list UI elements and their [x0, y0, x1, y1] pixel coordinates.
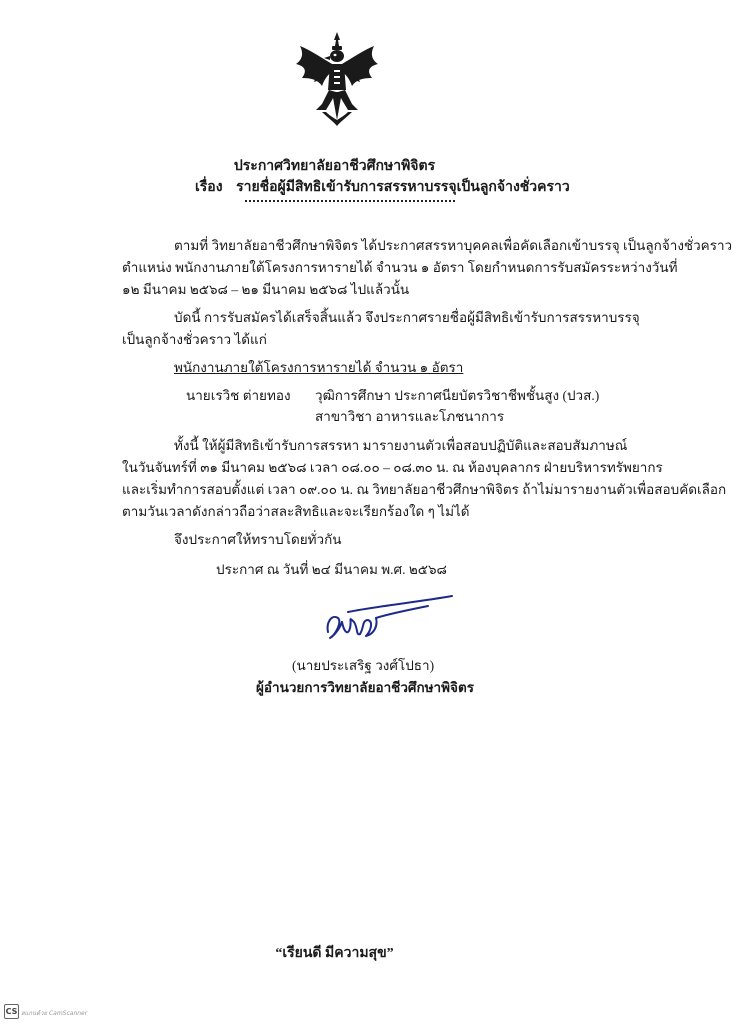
signatory-name: (นายประเสริฐ วงศ์โปธา): [292, 658, 435, 673]
position-heading: พนักงานภายใต้โครงการหารายได้ จำนวน ๑ อัตรา: [174, 360, 464, 375]
paragraph-3-line-2: ในวันจันทร์ที่ ๓๑ มีนาคม ๒๕๖๘ เวลา ๐๘.๐๐ – ๐๘.๓๐ น. ณ ห้องบุคลากร ฝ่ายบริหารทรัพยากร: [122, 460, 663, 475]
subject-text: รายชื่อผู้มีสิทธิเข้ารับการสรรหาบรรจุเป็นลูกจ้างชั่วคราว: [236, 180, 570, 195]
paragraph-2-line-2: เป็นลูกจ้างชั่วคราว ได้แก่: [122, 332, 267, 347]
candidate-name: นายเรวิช ต่ายทอง: [186, 388, 291, 403]
paragraph-1-line-2: ตำแหน่ง พนักงานภายใต้โครงการหารายได้ จำนวน ๑ อัตรา โดยกำหนดการรับสมัครระหว่างวันที่: [122, 260, 678, 275]
signature-image: [318, 592, 458, 652]
garuda-emblem-icon: [292, 30, 382, 130]
paragraph-1-line-1: ตามที่ วิทยาลัยอาชีวศึกษาพิจิตร ได้ประกาศสรรหาบุคคลเพื่อคัดเลือกเข้าบรรจุ เป็นลูกจ้างชั่วคราว: [174, 238, 732, 253]
candidate-qualification: วุฒิการศึกษา ประกาศนียบัตรวิชาชีพชั้นสูง (ปวส.): [315, 388, 600, 403]
subject-prefix: เรื่อง: [195, 180, 223, 195]
dotted-divider: [245, 200, 455, 202]
candidate-major: สาขาวิชา อาหารและโภชนาการ: [315, 409, 505, 424]
subject-line: [195, 176, 570, 198]
paragraph-3-line-3: และเริ่มทำการสอบตั้งแต่ เวลา ๐๙.๐๐ น. ณ วิทยาลัยอาชีวศึกษาพิจิตร ถ้าไม่มารายงานตัวเพื่อสอบคัดเลือก: [122, 482, 727, 497]
scanner-watermark-text: สแกนด้วย CamScanner: [21, 1010, 88, 1017]
signatory-position: ผู้อำนวยการวิทยาลัยอาชีวศึกษาพิจิตร: [256, 680, 474, 695]
announcement-date: ประกาศ ณ วันที่ ๒๔ มีนาคม พ.ศ. ๒๕๖๘: [216, 562, 447, 577]
document-title: ประกาศวิทยาลัยอาชีวศึกษาพิจิตร: [233, 159, 436, 174]
announcement-line: จึงประกาศให้ทราบโดยทั่วกัน: [174, 532, 342, 547]
paragraph-3-line-1: ทั้งนี้ ให้ผู้มีสิทธิเข้ารับการสรรหา มารายงานตัวเพื่อสอบปฏิบัติและสอบสัมภาษณ์: [174, 438, 628, 453]
footer-motto: “เรียนดี มีความสุข”: [275, 946, 394, 961]
paragraph-3-line-4: ตามวันเวลาดังกล่าวถือว่าสละสิทธิและจะเรียกร้องใด ๆ ไม่ได้: [122, 504, 470, 519]
camscanner-logo-icon: CS: [4, 1004, 19, 1019]
paragraph-2-line-1: บัดนี้ การรับสมัครได้เสร็จสิ้นแล้ว จึงประกาศรายชื่อผู้มีสิทธิเข้ารับการสรรหาบรรจุ: [174, 310, 640, 325]
paragraph-1-line-3: ๑๒ มีนาคม ๒๕๖๘ – ๒๑ มีนาคม ๒๕๖๘ ไปแล้วนั้น: [122, 282, 410, 297]
